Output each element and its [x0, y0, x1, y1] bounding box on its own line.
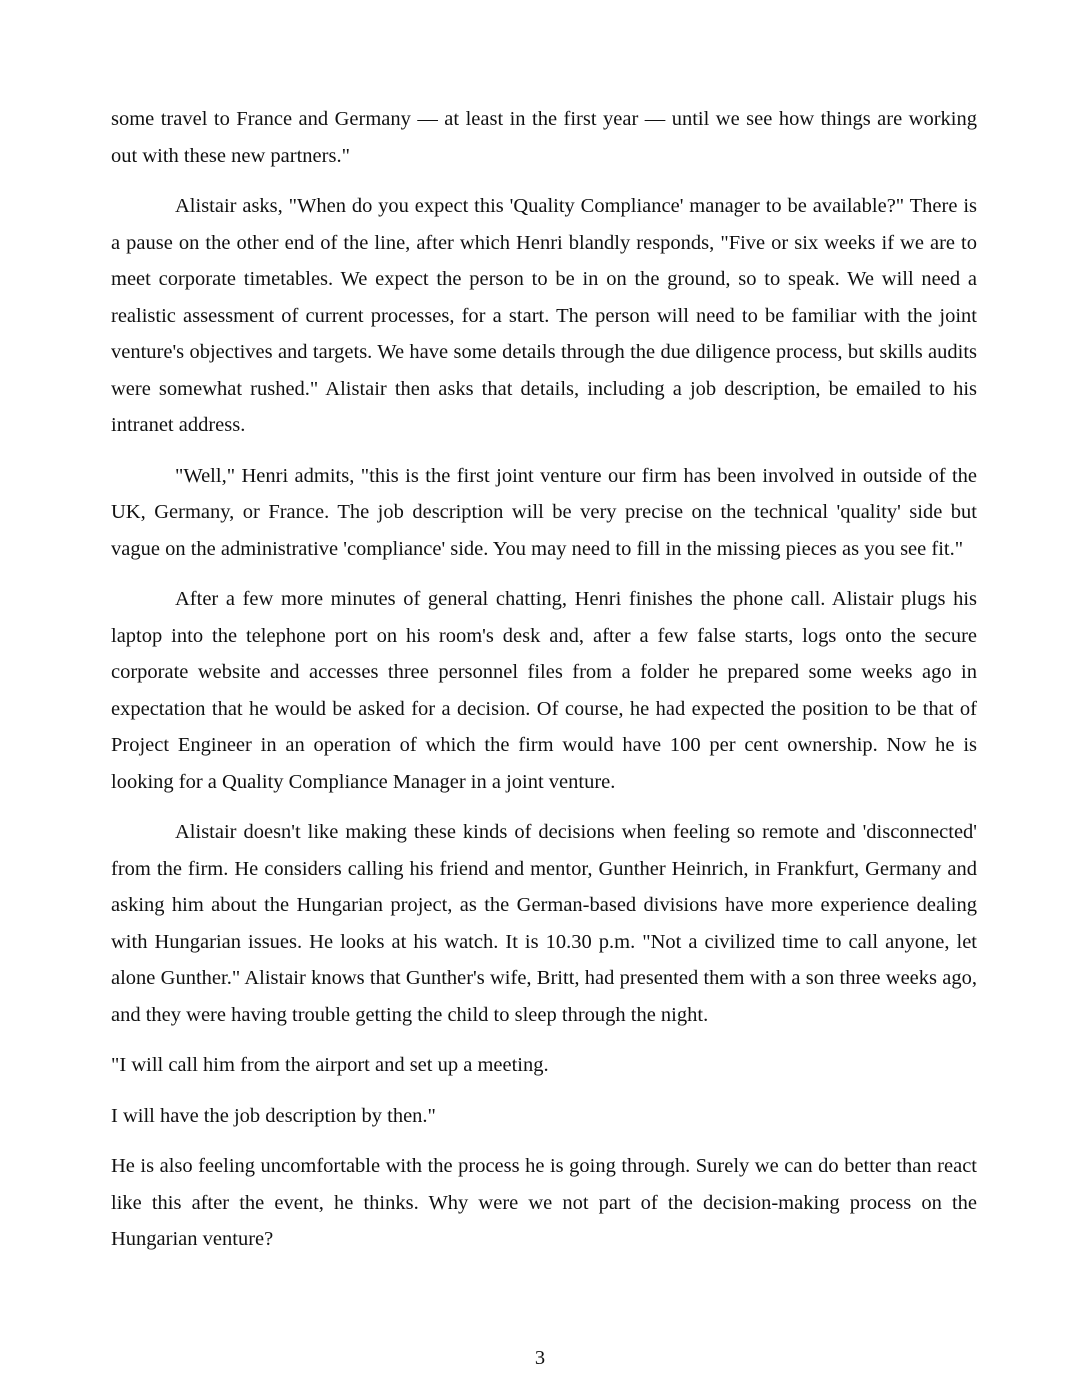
paragraph-henri-admits: "Well," Henri admits, "this is the first joint venture our firm has been involved in outside of the UK, Germany, or France. The job description will be very precise on the technical 'quality' side but vague on the administrative 'compliance' side. You may need to fill in the missing pieces as you see fit." — [111, 464, 977, 560]
paragraph-alistair-asks: Alistair asks, "When do you expect this 'Quality Compliance' manager to be available?" There is a pause on the other end of the line, after which Henri blandly responds, "Five or six weeks if we are to meet corporate timetables. We expect the person to be in on the ground, so to speak. We will need a realistic assessment of current processes, for a start. The person will need to be familiar with the joint venture's objectives and targets. We have some details through the due diligence process, but skills audits were somewhat rushed." Alistair then asks that details, including a job description, be emailed to his intranet address. — [111, 195, 977, 436]
paragraph-remote-decisions: Alistair doesn't like making these kinds of decisions when feeling so remote and 'disconnected' from the firm. He considers calling his friend and mentor, Gunther Heinrich, in Frankfurt, Germany and asking him about the Hungarian project, as the German-based divisions have more experience dealing with Hungarian issues. He looks at his watch. It is 10.30 p.m. "Not a civilized time to call anyone, let alone Gunther." Alistair knows that Gunther's wife, Britt, had presented them with a son three weeks ago, and they were having trouble getting the child to sleep through the night. — [111, 821, 977, 1026]
paragraph-uncomfortable-process: He is also feeling uncomfortable with the process he is going through. Surely we can do better than react like this after the event, he thinks. Why were we not part of the decision-making process on the Hungarian venture? — [111, 1155, 977, 1250]
paragraph-job-description: I will have the job description by then." — [111, 1104, 436, 1127]
paragraph-phone-call-ends: After a few more minutes of general chatting, Henri finishes the phone call. Alistair plugs his laptop into the telephone port on his room's desk and, after a few false starts, logs onto the secure corporate website and accesses three personnel files from a folder he prepared some weeks ago in expectation that he would be asked for a decision. Of course, he had expected the position to be that of Project Engineer in an operation of which the firm would have 100 per cent ownership. Now he is looking for a Quality Compliance Manager in a joint venture. — [111, 588, 977, 793]
body-text — [111, 101, 977, 1258]
page-number: 3 — [534, 1347, 546, 1369]
paragraph-call-from-airport: "I will call him from the airport and set up a meeting. — [111, 1054, 549, 1076]
paragraph-continuation: some travel to France and Germany — at least in the first year — until we see how things are working out with these new partners." — [111, 108, 977, 167]
